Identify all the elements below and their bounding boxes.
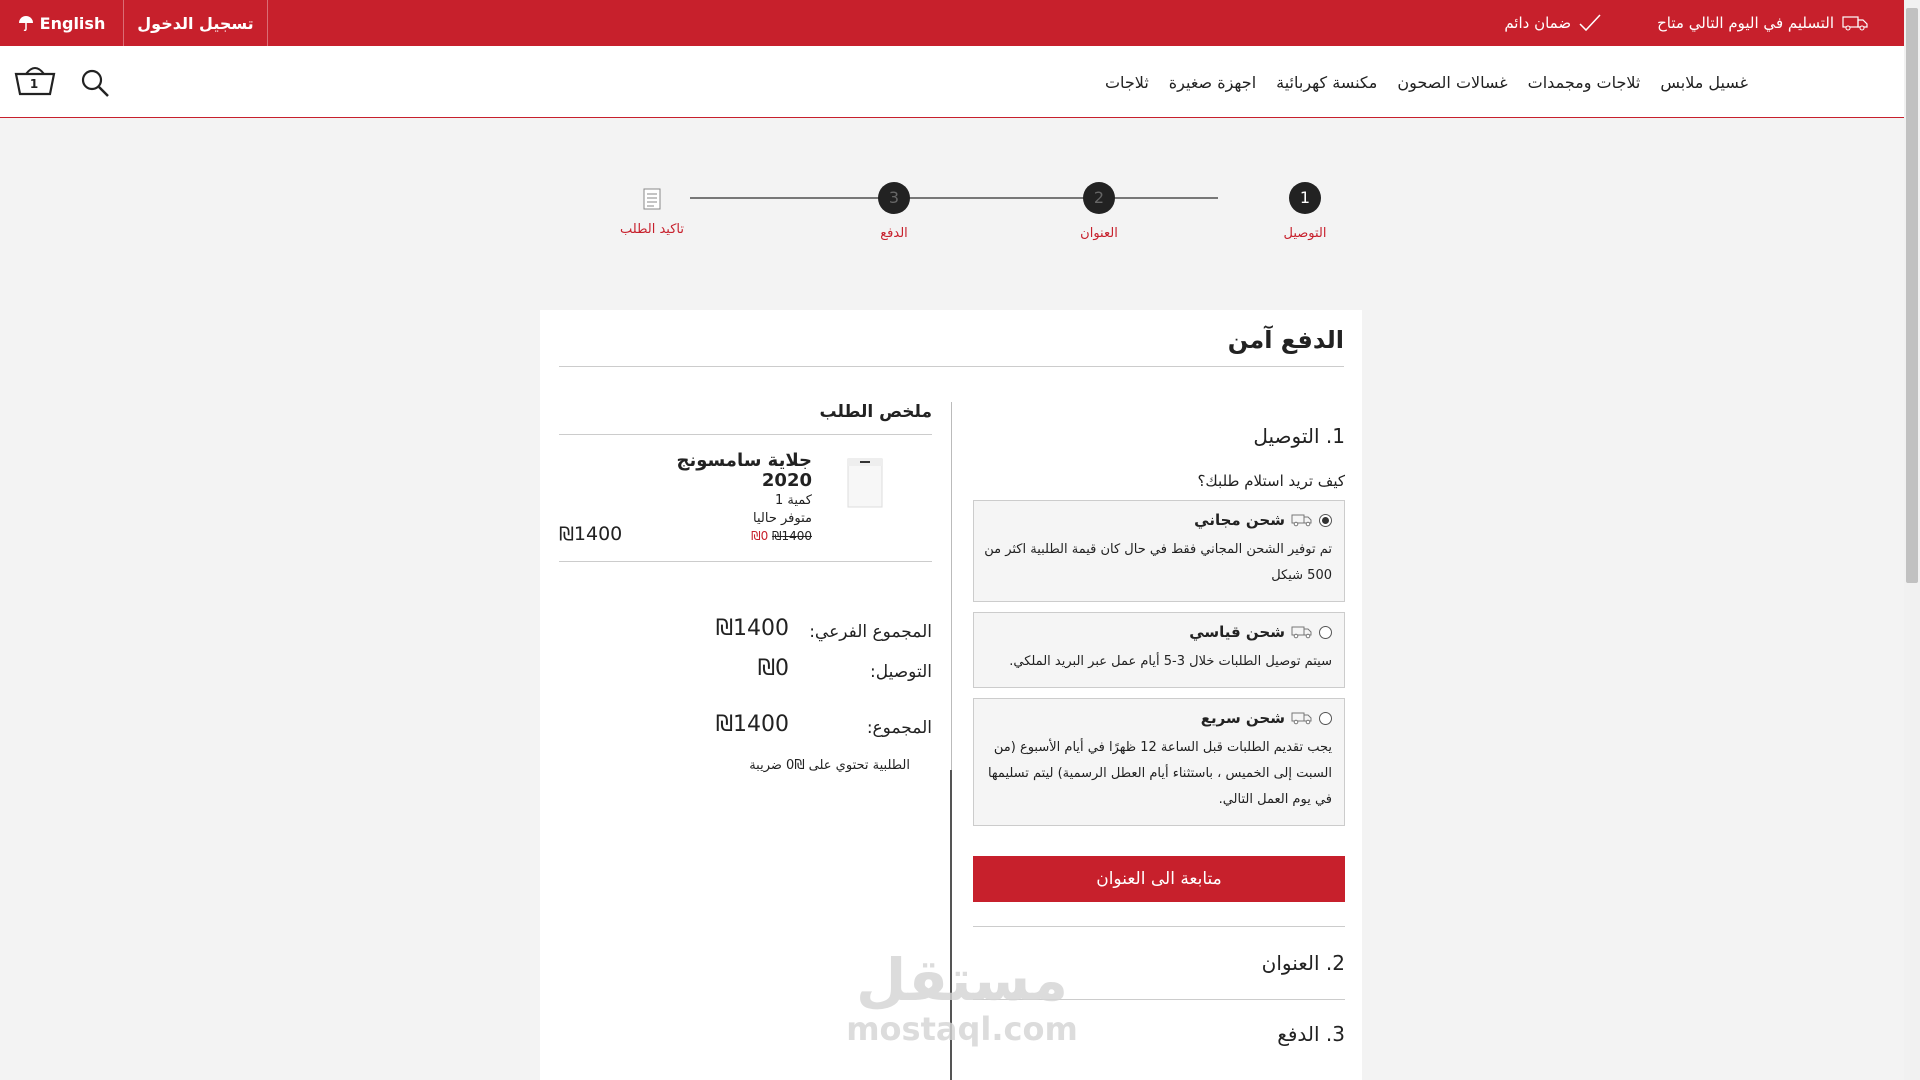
shipping-option-standard[interactable] — [973, 612, 1345, 688]
shipping-value: ₪0 — [757, 656, 789, 681]
subtotal-label: المجموع الفرعي: — [809, 622, 932, 642]
delivery-question: كيف تريد استلام طلبك؟ — [1197, 472, 1345, 490]
menu-item-fridges[interactable]: ثلاجات — [1104, 72, 1149, 92]
step-label: العنوان — [1080, 226, 1118, 241]
main-nav — [0, 46, 1904, 118]
step-label: الدفع — [880, 226, 908, 241]
discount-value: ₪0 — [751, 529, 769, 543]
radio-free-shipping[interactable] — [1319, 514, 1332, 527]
truck-icon — [1291, 513, 1313, 527]
page-title: الدفع آمن — [1227, 326, 1344, 354]
step-address[interactable] — [1054, 182, 1144, 241]
warranty-info — [1504, 14, 1601, 32]
tax-note: الطلبية تحتوي على ₪0 ضريبة — [749, 758, 910, 773]
step-number: 2 — [1083, 182, 1115, 214]
total-value: ₪1400 — [715, 712, 789, 737]
item-quantity: كمية 1 — [774, 493, 812, 508]
divider — [559, 561, 932, 562]
truck-icon — [1291, 711, 1313, 725]
step-payment[interactable] — [849, 182, 939, 241]
shipping-option-free[interactable] — [973, 500, 1345, 602]
cart-item — [559, 435, 932, 561]
totals — [559, 616, 932, 773]
step-delivery[interactable] — [1260, 182, 1350, 241]
subtotal-value: ₪1400 — [715, 616, 789, 641]
payment-section-title[interactable]: 3. الدفع — [1277, 1022, 1345, 1046]
option-description: تم توفير الشحن المجاني فقط في حال كان قيمة الطلبية اكثر من 500 شيكل — [984, 542, 1332, 583]
shipping-option-express[interactable] — [973, 698, 1345, 826]
option-description: يجب تقديم الطلبات قبل الساعة 12 ظهرًا في أيام الأسبوع (من السبت إلى الخميس ، باستثناء أيام العطل الرسمية) ليتم تسليمها في يوم العمل التالي. — [987, 740, 1332, 807]
login-button[interactable]: تسجيل الدخول — [124, 0, 268, 46]
dishwasher-thumbnail — [846, 457, 884, 509]
page-scrollbar[interactable] — [1904, 0, 1920, 1080]
summary-title: ملخص الطلب — [819, 402, 932, 422]
search-button[interactable] — [80, 68, 110, 98]
option-label: شحن قياسي — [1189, 623, 1285, 641]
document-icon — [643, 188, 661, 210]
category-menu — [1105, 46, 1748, 118]
truck-icon — [1842, 15, 1868, 31]
step-number: 3 — [878, 182, 910, 214]
item-old-price — [751, 529, 812, 543]
option-description: سيتم توصيل الطلبات خلال 3-5 أيام عمل عبر البريد الملكي. — [1009, 654, 1332, 669]
divider — [559, 366, 1344, 367]
continue-to-address-button[interactable]: متابعة الى العنوان — [973, 856, 1345, 902]
next-day-delivery-text: التسليم في اليوم التالي متاح — [1657, 14, 1834, 32]
watermark-domain: mostaql.com — [846, 1010, 1078, 1048]
checkmark-icon — [1579, 14, 1601, 32]
old-price-value: ₪1400 — [772, 529, 812, 543]
step-label: التوصيل — [1283, 226, 1327, 241]
divider — [973, 926, 1345, 927]
radio-standard-shipping[interactable] — [1319, 626, 1332, 639]
warranty-text: ضمان دائم — [1504, 14, 1572, 32]
menu-item-laundry[interactable]: غسيل ملابس — [1660, 72, 1748, 92]
delivery-title: 1. التوصيل — [1253, 424, 1345, 448]
shipping-label: التوصيل: — [870, 662, 932, 682]
search-icon — [80, 68, 110, 98]
address-section-title[interactable]: 2. العنوان — [1261, 951, 1345, 975]
truck-icon — [1291, 625, 1313, 639]
language-switch-button[interactable] — [0, 0, 124, 46]
option-label: شحن مجاني — [1194, 511, 1285, 529]
order-summary — [559, 402, 932, 773]
radio-express-shipping[interactable] — [1319, 712, 1332, 725]
menu-item-small-appliances[interactable]: اجهزة صغيرة — [1168, 72, 1257, 92]
menu-item-dishwashers[interactable]: غسالات الصحون — [1397, 72, 1508, 92]
item-name: جلاية سامسونج 2020 — [676, 450, 812, 491]
option-label: شحن سريع — [1200, 709, 1285, 727]
menu-item-vacuum[interactable]: مكنسة كهربائية — [1276, 72, 1378, 92]
watermark-arabic: مستقل — [855, 946, 1069, 1014]
step-label: تاكيد الطلب — [620, 222, 684, 237]
umbrella-icon — [18, 15, 34, 31]
step-number: 1 — [1289, 182, 1321, 214]
cart-button[interactable] — [14, 60, 54, 100]
watermark — [842, 946, 1082, 1048]
next-day-delivery-info — [1657, 14, 1868, 32]
cart-count: 1 — [29, 77, 39, 91]
item-price: ₪1400 — [559, 523, 623, 545]
top-bar — [0, 0, 1904, 46]
step-confirm[interactable] — [607, 182, 697, 237]
scrollbar-thumb[interactable] — [1906, 8, 1918, 583]
menu-item-fridges-freezers[interactable]: ثلاجات ومجمدات — [1527, 72, 1641, 92]
item-stock: متوفر حاليا — [753, 511, 812, 526]
total-label: المجموع: — [866, 718, 932, 738]
checkout-stepper — [600, 180, 1327, 250]
language-label: English — [39, 13, 106, 33]
